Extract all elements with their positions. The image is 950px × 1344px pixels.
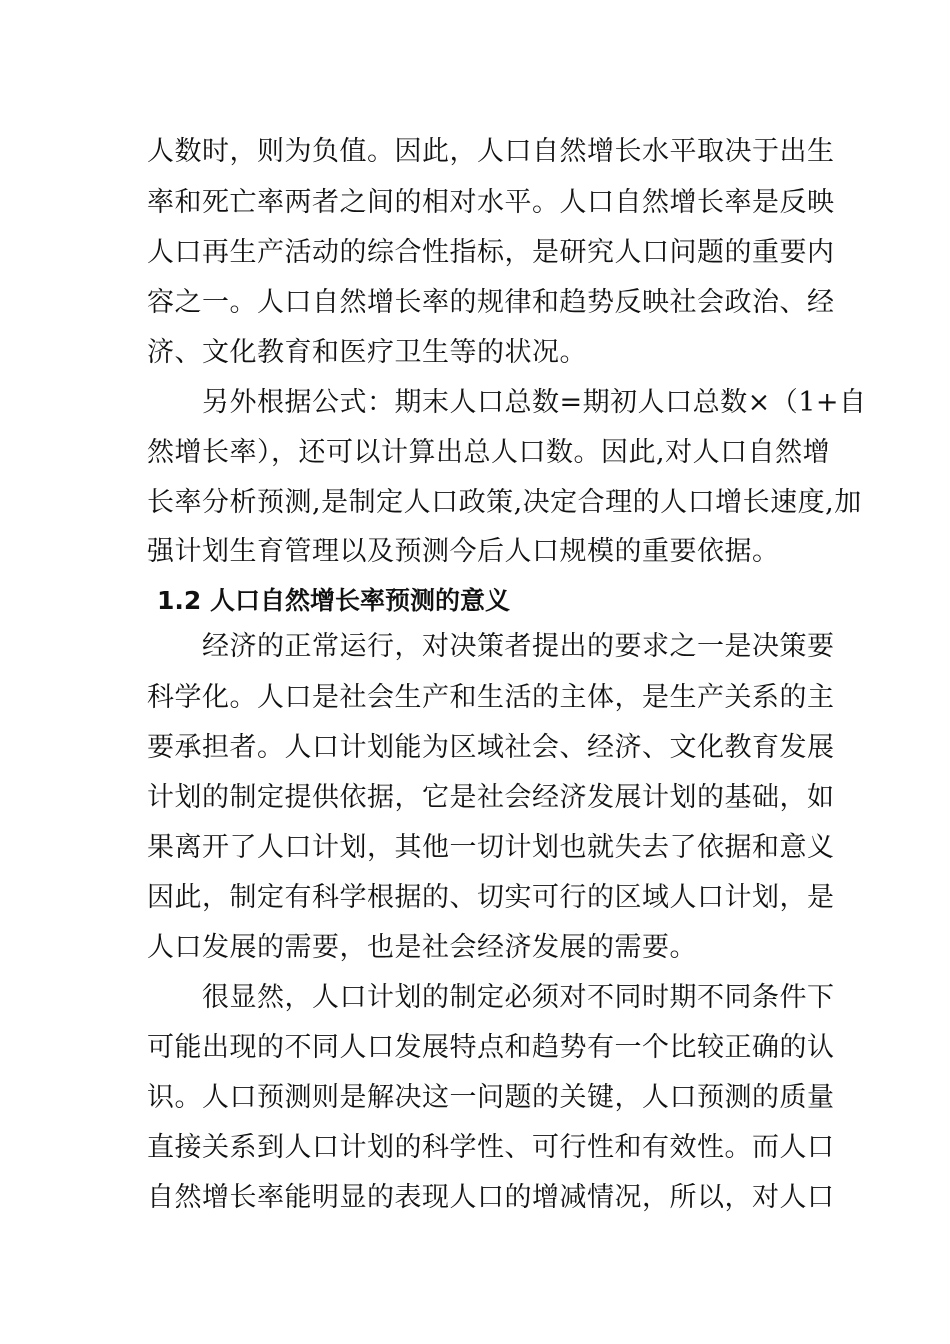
paragraph-4-line-1: 很显然，人口计划的制定必须对不同时期不同条件下 bbox=[147, 982, 835, 1013]
paragraph-3-line-1: 经济的正常运行，对决策者提出的要求之一是决策要 bbox=[147, 631, 835, 662]
paragraph-4-line-3: 识。人口预测则是解决这一问题的关键，人口预测的质量 bbox=[147, 1082, 835, 1113]
paragraph-1-line-3: 人口再生产活动的综合性指标，是研究人口问题的重要内 bbox=[147, 237, 835, 268]
paragraph-4-line-5: 自然增长率能明显的表现人口的增减情况，所以，对人口 bbox=[147, 1182, 835, 1213]
paragraph-4-line-4: 直接关系到人口计划的科学性、可行性和有效性。而人口 bbox=[147, 1132, 835, 1163]
paragraph-3-line-5: 果离开了人口计划，其他一切计划也就失去了依据和意义 bbox=[147, 832, 835, 863]
paragraph-3-line-4: 计划的制定提供依据，它是社会经济发展计划的基础，如 bbox=[147, 782, 835, 813]
paragraph-2-line-4: 强计划生育管理以及预测今后人口规模的重要依据。 bbox=[147, 536, 780, 567]
paragraph-2-line-2: 然增长率），还可以计算出总人口数。因此,对人口自然增 bbox=[147, 437, 831, 468]
paragraph-1-line-4: 容之一。人口自然增长率的规律和趋势反映社会政治、经 bbox=[147, 287, 835, 318]
paragraph-3-line-6: 因此，制定有科学根据的、切实可行的区域人口计划，是 bbox=[147, 882, 835, 913]
paragraph-3-line-7: 人口发展的需要，也是社会经济发展的需要。 bbox=[147, 932, 697, 963]
paragraph-2-line-1: 另外根据公式：期末人口总数=期初人口总数×（1+自 bbox=[147, 387, 867, 418]
paragraph-4-line-2: 可能出现的不同人口发展特点和趋势有一个比较正确的认 bbox=[147, 1032, 835, 1063]
paragraph-1-line-1: 人数时，则为负值。因此，人口自然增长水平取决于出生 bbox=[147, 136, 835, 167]
paragraph-2-line-3: 长率分析预测,是制定人口政策,决定合理的人口增长速度,加 bbox=[147, 487, 862, 518]
section-heading: 1.2 人口自然增长率预测的意义 bbox=[157, 586, 510, 615]
paragraph-1-line-5: 济、文化教育和医疗卫生等的状况。 bbox=[147, 337, 587, 368]
paragraph-3-line-2: 科学化。人口是社会生产和生活的主体，是生产关系的主 bbox=[147, 682, 835, 713]
paragraph-3-line-3: 要承担者。人口计划能为区域社会、经济、文化教育发展 bbox=[147, 732, 835, 763]
paragraph-1-line-2: 率和死亡率两者之间的相对水平。人口自然增长率是反映 bbox=[147, 187, 835, 218]
